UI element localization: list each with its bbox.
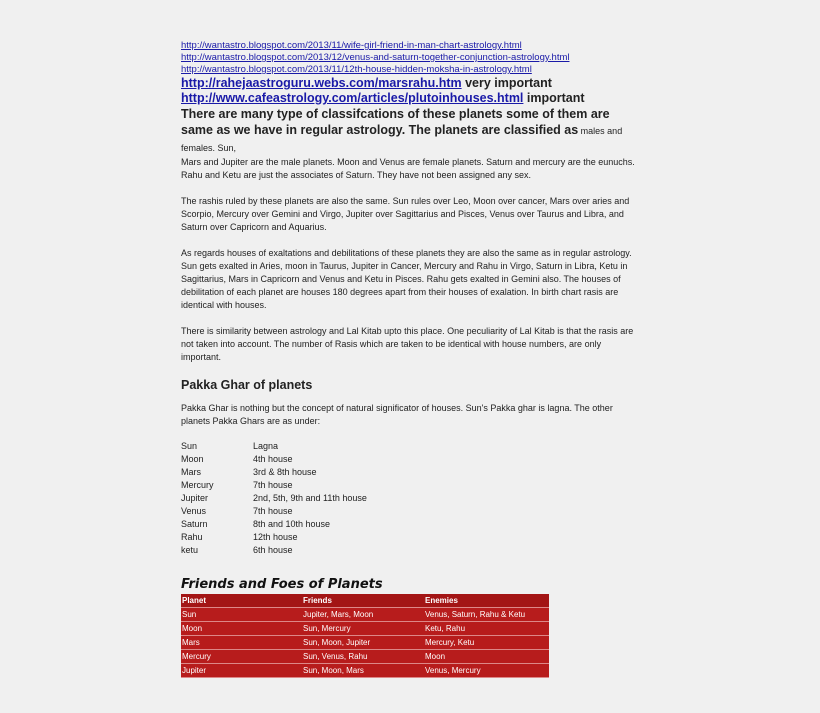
column-header-enemies: Enemies (424, 594, 549, 608)
list-item (181, 505, 641, 518)
cell-planet: Mars (181, 636, 302, 650)
planet-house: 3rd & 8th house (253, 467, 317, 477)
planet-name: Rahu (181, 532, 203, 542)
pakka-ghar-paragraph: Pakka Ghar is nothing but the concept of natural significator of houses. Sun's Pakka ghar is lagna. The other planets Pakka Ghars are as under: (181, 403, 613, 426)
table-row (181, 664, 549, 678)
cell-friends: Jupiter, Mars, Moon (302, 608, 424, 622)
paragraph-rashis: The rashis ruled by these planets are also the same. Sun rules over Leo, Moon over cancer, Mars over aries and Scorpio, Mercury over Gemini and Virgo, Jupiter over Sagittarius and Pisces, Venus over Taurus and Libra, and Saturn over Capricorn and Aquarius. (181, 196, 630, 232)
intro-heading-tail: males and females. Sun, (181, 126, 623, 153)
planet-house: 2nd, 5th, 9th and 11th house (253, 493, 367, 503)
cell-planet: Moon (181, 622, 302, 636)
planet-name: Venus (181, 506, 207, 516)
important-link-line-2 (181, 91, 641, 106)
link-venus-saturn[interactable]: http://wantastro.blogspot.com/2013/12/venus-and-saturn-together-conjunction-astrology.html (181, 52, 570, 63)
table-row (181, 636, 549, 650)
important-link-line-1 (181, 76, 641, 91)
list-item (181, 518, 641, 531)
cell-planet: Sun (181, 608, 302, 622)
document-content (181, 40, 641, 678)
cell-enemies: Ketu, Rahu (424, 622, 549, 636)
planet-name: ketu (181, 545, 199, 555)
planet-house: 12th house (253, 532, 298, 542)
list-item (181, 466, 641, 479)
column-header-planet: Planet (181, 594, 302, 608)
planet-name: Moon (181, 454, 204, 464)
column-header-friends: Friends (302, 594, 424, 608)
cell-friends: Sun, Mercury (302, 622, 424, 636)
cell-planet: Mercury (181, 650, 302, 664)
list-item (181, 453, 641, 466)
planet-name: Mars (181, 467, 201, 477)
planet-house: 6th house (253, 545, 293, 555)
pakka-ghar-list (181, 440, 641, 557)
list-item (181, 531, 641, 544)
note-important: important (523, 91, 585, 105)
cell-enemies: Venus, Saturn, Rahu & Ketu (424, 608, 549, 622)
friends-foes-heading: Friends and Foes of Planets (181, 577, 383, 592)
note-very-important: very important (461, 76, 552, 90)
cell-friends: Sun, Moon, Mars (302, 664, 424, 678)
planet-house: 7th house (253, 480, 293, 490)
list-item (181, 544, 641, 557)
planet-house: 8th and 10th house (253, 519, 331, 529)
table-row (181, 622, 549, 636)
list-item (181, 440, 641, 453)
planet-house: Lagna (253, 441, 279, 451)
paragraph-exaltation: As regards houses of exaltations and debilitations of these planets they are also the same as in regular astrology. Sun gets exalted in Aries, moon in Taurus, Jupiter in Cancer, Mercury and Rahu in Virgo, Saturn in Libra, Ketu in Sagittarius, Mars in Capricorn and Venus and Ketu in Pisces. Rahu gets exalted in Gemini also. The houses of debilitation of each planet are houses 180 degrees apart from their houses of exalation. In birth chart rasis are identical with houses. (181, 248, 632, 310)
planet-name: Sun (181, 441, 198, 451)
paragraph-sexes: Mars and Jupiter are the male planets. Moon and Venus are female planets. Saturn and mercury are the eunuchs. Rahu and Ketu are just the associates of Saturn. They have not been assigned any sex. (181, 157, 635, 180)
intro-heading-text: There are many type of classifcations of these planets some of them are same as we have in regular astrology. The planets are classified as (181, 107, 610, 137)
list-item (181, 479, 641, 492)
cell-enemies: Moon (424, 650, 549, 664)
link-marsrahu[interactable]: http://rahejaastroguru.webs.com/marsrahu.htm (181, 76, 462, 90)
friends-foes-table (181, 594, 549, 678)
intro-heading (181, 106, 641, 156)
planet-name: Mercury (181, 480, 214, 490)
planet-house: 4th house (253, 454, 293, 464)
cell-enemies: Mercury, Ketu (424, 636, 549, 650)
list-item (181, 492, 641, 505)
pakka-ghar-heading: Pakka Ghar of planets (181, 378, 313, 392)
table-row (181, 608, 549, 622)
link-wife-girl-friend[interactable]: http://wantastro.blogspot.com/2013/11/wife-girl-friend-in-man-chart-astrology.html (181, 40, 522, 51)
cell-friends: Sun, Moon, Jupiter (302, 636, 424, 650)
cell-enemies: Venus, Mercury (424, 664, 549, 678)
planet-name: Jupiter (181, 493, 209, 503)
paragraph-lal-kitab: There is similarity between astrology and Lal Kitab upto this place. One peculiarity of Lal Kitab is that the rasis are not taken into account. The number of Rasis which are taken to be identical with house numbers, are only important. (181, 326, 634, 362)
planet-house: 7th house (253, 506, 293, 516)
cell-planet: Jupiter (181, 664, 302, 678)
planet-name: Saturn (181, 519, 208, 529)
cell-friends: Sun, Venus, Rahu (302, 650, 424, 664)
table-header-row (181, 594, 549, 608)
link-plutoinhouses[interactable]: http://www.cafeastrology.com/articles/plutoinhouses.html (181, 91, 524, 105)
link-12th-house[interactable]: http://wantastro.blogspot.com/2013/11/12th-house-hidden-moksha-in-astrology.html (181, 64, 532, 75)
table-row (181, 650, 549, 664)
